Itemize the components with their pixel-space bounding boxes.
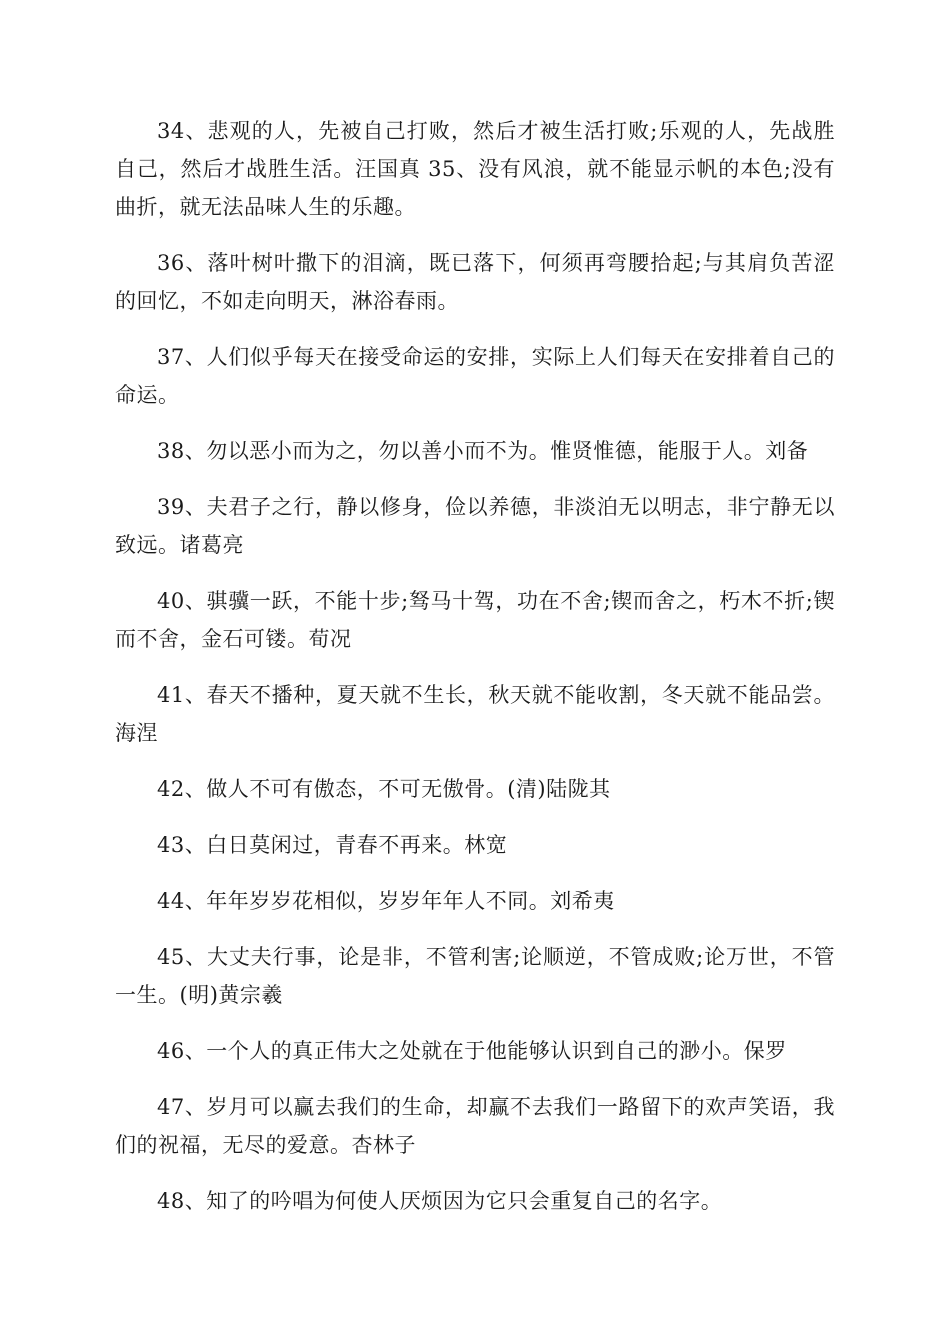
quote-paragraph-47: 47、岁月可以赢去我们的生命，却赢不去我们一路留下的欢声笑语，我们的祝福，无尽的爱意。杏林子	[115, 1095, 835, 1157]
quote-paragraph-48: 48、知了的吟唱为何使人厌烦因为它只会重复自己的名字。	[157, 1189, 723, 1213]
document-body	[115, 112, 835, 1238]
quote-paragraph-42: 42、做人不可有傲态，不可无傲骨。(清)陆陇其	[157, 777, 611, 801]
quote-paragraph-45: 45、大丈夫行事，论是非，不管利害;论顺逆，不管成败;论万世，不管一生。(明)黄宗羲	[115, 945, 835, 1007]
quote-paragraph-34: 34、悲观的人，先被自己打败，然后才被生活打败;乐观的人，先战胜自己，然后才战胜生活。汪国真 35、没有风浪，就不能显示帆的本色;没有曲折，就无法品味人生的乐趣。	[115, 119, 835, 219]
quote-paragraph-46: 46、一个人的真正伟大之处就在于他能够认识到自己的渺小。保罗	[157, 1039, 787, 1063]
quote-paragraph-41: 41、春天不播种，夏天就不生长，秋天就不能收割，冬天就不能品尝。海涅	[115, 683, 835, 745]
quote-paragraph-40: 40、骐骥一跃，不能十步;驽马十驾，功在不舍;锲而舍之，朽木不折;锲而不舍，金石可镂。荀况	[115, 589, 835, 651]
quote-paragraph-36: 36、落叶树叶撒下的泪滴，既已落下，何须再弯腰拾起;与其肩负苦涩的回忆，不如走向明天，淋浴春雨。	[115, 251, 835, 313]
quote-paragraph-38: 38、勿以恶小而为之，勿以善小而不为。惟贤惟德，能服于人。刘备	[157, 439, 809, 463]
quote-paragraph-37: 37、人们似乎每天在接受命运的安排，实际上人们每天在安排着自己的命运。	[115, 345, 835, 407]
quote-paragraph-39: 39、夫君子之行，静以修身，俭以养德，非淡泊无以明志，非宁静无以致远。诸葛亮	[115, 495, 835, 557]
quote-paragraph-44: 44、年年岁岁花相似，岁岁年年人不同。刘希夷	[157, 889, 615, 913]
quote-paragraph-43: 43、白日莫闲过，青春不再来。林宽	[157, 833, 508, 857]
